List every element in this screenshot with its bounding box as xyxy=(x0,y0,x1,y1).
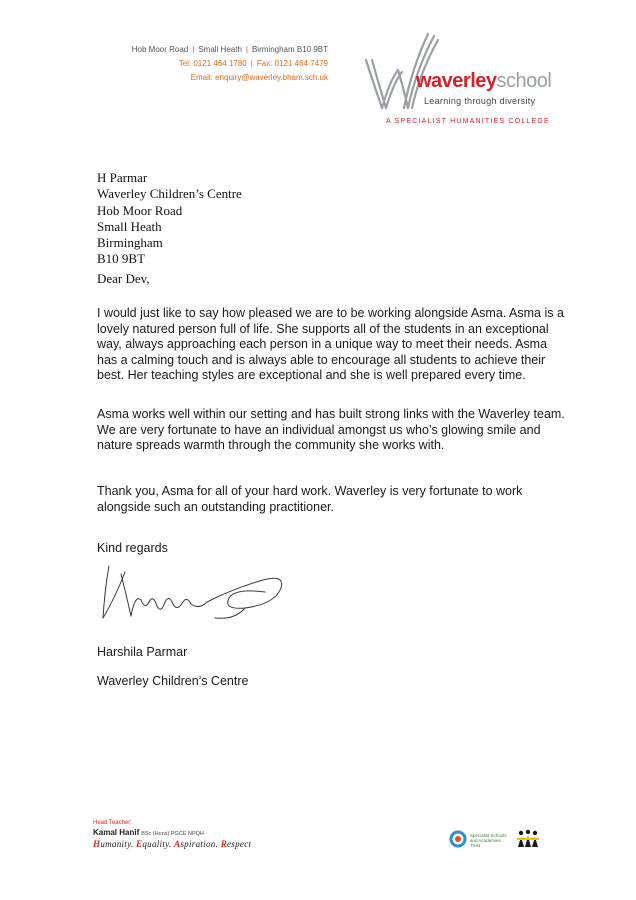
ssat-trust-text: Specialist Schools and Academies Trust xyxy=(470,833,507,848)
fax-text: Fax: 0121 464 7479 xyxy=(256,59,328,68)
motto-word: espect xyxy=(227,839,252,849)
school-motto xyxy=(93,839,251,849)
head-teacher-label: Head Teacher: xyxy=(93,820,132,826)
email-text: Email: enquiry@waverley.bham.sch.uk xyxy=(190,73,328,82)
body-paragraph-2: Asma works well within our setting and has built strong links with the Waverley team. We are very fortunate to have an individual amongst us who’s glowing smile and nature spreads warmth through the community she works with. xyxy=(97,407,565,453)
recipient-line: B10 9BT xyxy=(97,251,146,267)
motto-initial: H xyxy=(93,839,101,849)
separator: | xyxy=(192,45,195,54)
recipient-line: Birmingham xyxy=(97,235,163,251)
head-teacher-quals: BSc (Hons) PGCE NPQH xyxy=(141,831,204,837)
logo-tagline: Learning through diversity xyxy=(424,96,536,106)
brand-waverley: waverley xyxy=(416,70,497,92)
college-subtitle: A SPECIALIST HUMANITIES COLLEGE xyxy=(386,118,550,125)
recipient-line: H Parmar xyxy=(97,170,148,185)
address-city: Birmingham B10 9BT xyxy=(251,45,328,54)
body-paragraph-1: I would just like to say how pleased we are to be working alongside Asma. Asma is a lovely natured person full of life. She supports all of the students in an exceptional way, always approaching each person in a unique way to meet their needs. Asma has a calming touch and is always able to encourage all students to achieve their best. Her teaching styles are exceptional and she is well prepared every time. xyxy=(97,306,564,383)
head-teacher-name: Kamal Hanif xyxy=(93,828,140,837)
recipient-line: Waverley Children’s Centre xyxy=(97,186,242,202)
handwritten-signature-icon xyxy=(95,558,295,628)
contact-block xyxy=(132,43,328,85)
signer-organization: Waverley Children’s Centre xyxy=(97,674,249,688)
motto-word: quality. xyxy=(142,839,172,849)
motto-initial: E xyxy=(136,839,143,849)
brand-wordmark xyxy=(416,70,551,93)
head-teacher xyxy=(93,828,204,837)
signer-name: Harshila Parmar xyxy=(97,645,188,659)
recipient-line: Hob Moor Road xyxy=(97,202,183,218)
people-group-logo-icon xyxy=(516,829,540,849)
body-paragraph-3: Thank you, Asma for all of your hard work. Waverley is very fortunate to work alongside such an outstanding practitioner. xyxy=(97,484,523,514)
address-line xyxy=(132,43,328,57)
motto-word: umanity. xyxy=(100,839,134,849)
motto-word: spiration. xyxy=(180,839,219,849)
salutation: Dear Dev, xyxy=(97,271,150,286)
address-street: Hob Moor Road xyxy=(131,45,189,54)
motto-initial: R xyxy=(220,839,228,849)
motto-initial: A xyxy=(174,839,181,849)
school-logo xyxy=(360,30,560,130)
phone-line xyxy=(132,57,328,71)
separator: | xyxy=(250,59,253,68)
recipient-line: Small Heath xyxy=(97,218,162,234)
recipient-address xyxy=(97,170,242,268)
ssat-logo-icon xyxy=(448,829,468,849)
closing: Kind regards xyxy=(97,541,168,555)
brand-school: school xyxy=(496,70,552,92)
tel-text: Tel: 0121 464 1780 xyxy=(178,59,247,68)
separator: | xyxy=(245,45,248,54)
address-area: Small Heath xyxy=(198,45,242,54)
